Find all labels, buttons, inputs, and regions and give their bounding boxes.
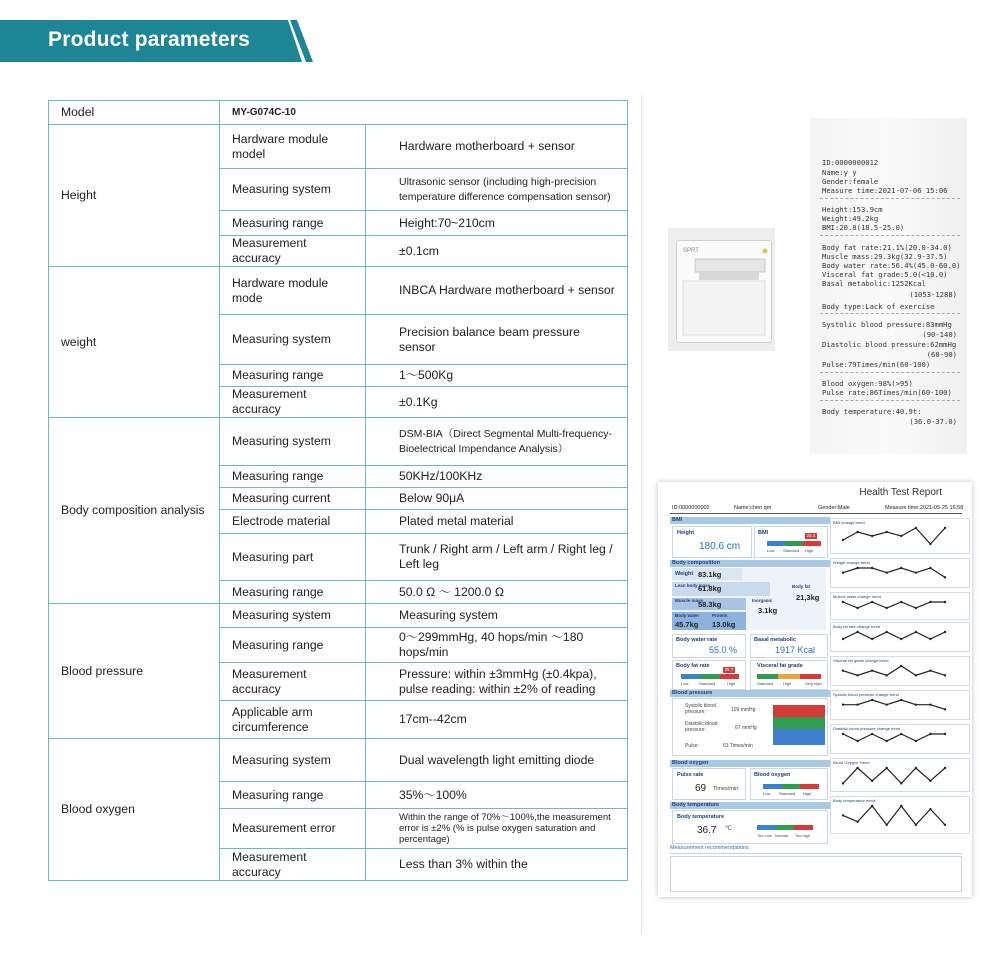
trend-point [900, 699, 902, 701]
category-cell: Height [49, 125, 220, 267]
item-cell: Measuring range [220, 211, 366, 236]
visceral-scale-very-high: Very high [805, 681, 822, 686]
section-body-temperature: Body temperature [670, 802, 830, 809]
visceral-label: Visceral fat grade [757, 663, 803, 669]
trend-point [856, 607, 858, 609]
pulse-value: 63 Times/min [723, 743, 753, 749]
report-name: Name:chen qm [734, 505, 772, 511]
item-cell: Measurement accuracy [220, 849, 366, 881]
protein-value: 13.0kg [712, 620, 736, 629]
trend-point [856, 767, 858, 769]
model-label: Model [49, 101, 220, 125]
receipt-line: Systolic blood pressure:83mmHg [822, 320, 952, 329]
receipt-line: Diastolic blood pressure:62mmHg [822, 340, 957, 349]
trend-card [830, 690, 970, 720]
item-cell: Measuring range [220, 628, 366, 663]
trend-point [944, 708, 946, 710]
trend-point [929, 567, 931, 569]
table-row [49, 267, 628, 315]
temperature-label: Body temperature [677, 814, 725, 820]
diastolic-label: Diastolic blood pressure: [685, 721, 718, 733]
visceral-scale-standard: Standard [757, 681, 774, 686]
recommendations-box [670, 856, 962, 892]
trend-point [929, 543, 931, 545]
protein-label: Protein [712, 613, 728, 618]
spec-table-body [49, 101, 628, 881]
bmi-scale-low: Low [767, 548, 775, 553]
trend-point [886, 631, 888, 633]
receipt-line: Body fat rate:21.1%(20.0-34.0) [822, 243, 952, 252]
body-water-value: 45.7kg [675, 620, 699, 629]
trend-point [886, 674, 888, 676]
bmi-scale-standard: Standard [783, 548, 800, 553]
trend-point [871, 805, 873, 807]
category-cell: Blood pressure [49, 604, 220, 739]
muscle-label: Muscle mass [675, 598, 704, 603]
trend-point [944, 576, 946, 578]
trend-line [843, 528, 945, 544]
item-cell: Measuring system [220, 169, 366, 211]
trend-title: Body fat rate change trend [833, 624, 881, 629]
blood-oxygen-card [750, 768, 828, 800]
trend-point [842, 782, 844, 784]
trend-line-chart [839, 600, 949, 618]
trend-point [871, 601, 873, 603]
temp-scale-low: Too Low [757, 833, 772, 838]
value-cell: Less than 3% within the [366, 849, 628, 881]
height-value: 180.6 cm [699, 541, 741, 552]
trend-point [871, 733, 873, 735]
receipt-separator [820, 313, 960, 314]
trend-point [929, 638, 931, 640]
item-cell: Hardware module model [220, 125, 366, 169]
trend-point [915, 703, 917, 705]
item-cell: Measuring system [220, 604, 366, 628]
trend-point [944, 527, 946, 529]
trend-point [915, 767, 917, 769]
temp-scale-normal: Normal [775, 833, 788, 838]
trend-line [843, 632, 945, 639]
water-rate-value: 55.0 % [709, 645, 738, 655]
table-row [49, 125, 628, 169]
value-cell: Measuring system [366, 604, 628, 628]
visceral-scale-bar [757, 674, 821, 679]
report-gender: Gender:Male [818, 505, 850, 511]
visceral-card [750, 660, 828, 690]
category-cell: weight [49, 267, 220, 418]
trend-column [830, 518, 970, 838]
fat-rate-badge: 25.7 [724, 667, 734, 672]
trend-point [900, 601, 902, 603]
receipt-line: BMI:20.8(18.5-25.0) [822, 223, 905, 232]
blood-oxygen-scale-bar [763, 784, 819, 789]
trend-point [871, 780, 873, 782]
trend-point [944, 631, 946, 633]
trend-point [915, 740, 917, 742]
trend-line-chart [839, 630, 949, 650]
section-body-composition: Body composition [670, 560, 830, 567]
receipt-line: Visceral fat grade:5.0(<10.0) [822, 270, 948, 279]
trend-point [915, 824, 917, 826]
blood-oxygen-label: Blood oxygen [754, 772, 791, 778]
printed-receipt [810, 118, 967, 454]
trend-line [843, 734, 945, 741]
item-cell: Measurement error [220, 809, 366, 849]
trend-card [830, 724, 970, 754]
bp-zone-chart [773, 705, 825, 745]
trend-line [843, 568, 945, 577]
trend-point [842, 733, 844, 735]
fat-rate-scale-bar [681, 674, 739, 679]
value-cell: DSM-BIA（Direct Segmental Multi-frequency-Bioelectrical Impendance Analysis） [366, 418, 628, 466]
trend-title: Diastolic blood pressure change trend [833, 726, 901, 731]
trend-point [929, 601, 931, 603]
diastolic-value: 67 mmHg [735, 725, 757, 731]
item-cell: Hardware module mode [220, 267, 366, 315]
temp-scale-high: Too high [795, 833, 811, 838]
trend-point [900, 535, 902, 537]
printer-brand: SPRT [683, 248, 699, 254]
item-cell: Measuring part [220, 534, 366, 581]
fat-rate-scale-standard: Standard [699, 681, 716, 686]
trend-point [856, 567, 858, 569]
trend-line-chart [839, 732, 949, 752]
trend-point [886, 824, 888, 826]
trend-point [944, 601, 946, 603]
value-cell: ±0.1Kg [366, 387, 628, 418]
trend-point [915, 571, 917, 573]
body-composition-chart [672, 568, 826, 630]
trend-card [830, 758, 970, 792]
trend-point [944, 733, 946, 735]
receipt-separator [820, 235, 960, 236]
trend-point [856, 531, 858, 533]
receipt-line: Pulse rate:86Times/min(60-100) [822, 388, 952, 397]
basal-value: 1917 Kcal [775, 645, 816, 655]
lean-body-value: 61.8kg [698, 584, 722, 593]
trend-line-chart [839, 804, 949, 832]
trend-title: BMI change trend [833, 520, 865, 525]
printer-drawing [677, 241, 771, 342]
value-cell: Below 90μA [366, 488, 628, 510]
pulse-rate-value: 69 [695, 783, 707, 794]
value-cell: 0～299mmHg, 40 hops/min ～180 hops/min [366, 628, 628, 663]
receipt-line: Weight:49.2kg [822, 214, 879, 223]
receipt-line: Pulse:79Times/min(60-100) [822, 360, 931, 369]
item-cell: Measuring current [220, 488, 366, 510]
report-title: Health Test Report [859, 487, 942, 498]
height-label: Height [677, 530, 695, 536]
oxygen-scale-high: High [803, 791, 812, 796]
trend-point [886, 571, 888, 573]
value-cell: Trunk / Right arm / Left arm / Right leg / Left leg [366, 534, 628, 581]
trend-title: Visceral fat grade change trend [833, 658, 889, 663]
model-value: MY-G074C-10 [220, 101, 628, 125]
trend-point [929, 808, 931, 810]
pulse-rate-unit: Times/min [713, 786, 739, 792]
value-cell: 1～500Kg [366, 365, 628, 387]
inorganic-value: 3.1kg [758, 606, 778, 615]
receipt-line: Body temperature:40.9t: [822, 407, 922, 416]
trend-point [856, 740, 858, 742]
item-cell: Measuring range [220, 581, 366, 604]
category-cell: Blood oxygen [49, 739, 220, 881]
body-fat-value: 21,3kg [796, 593, 820, 602]
column-divider [641, 95, 642, 935]
value-cell: Within the range of 70%～100%,the measurement error is ±2% (% is pulse oxygen saturation and percentage) [366, 809, 628, 849]
temperature-scale-bar [757, 825, 813, 830]
section-blood-pressure: Blood pressure [670, 690, 830, 697]
basal-card [750, 634, 828, 658]
trend-title: Weight change trend [833, 560, 870, 565]
value-cell: Pressure: within ±3mmHg (±0.4kpa), pulse reading: within ±2% of reading [366, 663, 628, 701]
report-header [670, 504, 962, 514]
receipt-line: (90-140) [922, 330, 957, 339]
trend-point [929, 669, 931, 671]
item-cell: Electrode material [220, 510, 366, 534]
trend-point [842, 814, 844, 816]
value-cell: 50.0 Ω ～ 1200.0 Ω [366, 581, 628, 604]
table-row [49, 739, 628, 782]
trend-line-chart [839, 566, 949, 586]
trend-point [842, 601, 844, 603]
systolic-value: 109 mmHg [731, 707, 756, 713]
trend-point [915, 527, 917, 529]
pulse-rate-card [672, 768, 746, 800]
section-banner [0, 20, 320, 62]
trend-point [842, 571, 844, 573]
value-cell: 35%～100% [366, 782, 628, 809]
receipt-separator [820, 400, 960, 401]
trend-point [886, 703, 888, 705]
trend-point [900, 733, 902, 735]
trend-line-chart [839, 766, 949, 790]
temperature-card [672, 810, 828, 844]
body-fat-label: Body fat [792, 584, 810, 589]
basal-label: Basal metabolic [754, 637, 796, 643]
trend-card [830, 622, 970, 652]
item-cell: Measurement accuracy [220, 387, 366, 418]
trend-point [871, 669, 873, 671]
recommendations-header: Measurement recommendations [670, 845, 962, 854]
category-cell: Body composition analysis [49, 418, 220, 604]
trend-point [929, 780, 931, 782]
section-blood-oxygen: Blood oxygen [670, 760, 830, 767]
trend-title: Body temperature trend [833, 798, 876, 803]
item-cell: Measurement accuracy [220, 236, 366, 267]
value-cell: Precision balance beam pressure sensor [366, 315, 628, 365]
weight-label: Weight [675, 571, 694, 577]
inorganic-label: Inorganic [752, 598, 773, 603]
bmi-label: BMI [758, 530, 769, 536]
fat-rate-scale-low: Low [681, 681, 689, 686]
section-bmi: BMI [670, 517, 830, 524]
trend-point [871, 535, 873, 537]
trend-line-chart [839, 526, 949, 552]
value-cell: 50KHz/100KHz [366, 466, 628, 488]
trend-point [842, 638, 844, 640]
item-cell: Measuring system [220, 418, 366, 466]
receipt-line: Measure time:2021-07-06 15:06 [822, 186, 948, 195]
value-cell: INBCA Hardware motherboard + sensor [366, 267, 628, 315]
item-cell: Measuring range [220, 466, 366, 488]
table-row [49, 604, 628, 628]
bmi-scale-bar [767, 541, 821, 546]
receipt-line: Basal metabolic:1252Kcal [822, 279, 926, 288]
trend-point [886, 607, 888, 609]
health-test-report [658, 482, 972, 897]
spec-table [48, 100, 628, 881]
bmi-badge: 25.4 [806, 533, 816, 538]
receipt-line: Muscle mass:29.3kg(32.9-37.5) [822, 252, 948, 261]
trend-point [900, 638, 902, 640]
trend-point [886, 767, 888, 769]
water-rate-card [672, 634, 746, 658]
water-rate-label: Body water rate [676, 637, 718, 643]
systolic-label: Systolic blood pressure: [685, 703, 716, 715]
trend-point [842, 539, 844, 541]
receipt-line: Name:y y [822, 168, 857, 177]
trend-point [871, 567, 873, 569]
report-measure-time: Measure time:2021-05-25 16:58 [885, 505, 964, 511]
trend-point [871, 699, 873, 701]
pulse-label: Pulse: [685, 743, 699, 749]
trend-point [856, 703, 858, 705]
trend-point [915, 631, 917, 633]
oxygen-scale-standard: Standard [779, 791, 796, 796]
trend-point [900, 567, 902, 569]
value-cell: Plated metal material [366, 510, 628, 534]
trend-point [886, 531, 888, 533]
receipt-line: (1053-1288) [909, 290, 957, 299]
item-cell: Measuring range [220, 782, 366, 809]
receipt-separator [820, 198, 960, 199]
receipt-line: Blood oxygen:98%(>95) [822, 379, 913, 388]
value-cell: Dual wavelength light emitting diode [366, 739, 628, 782]
banner-title: Product parameters [48, 28, 251, 51]
trend-card [830, 656, 970, 686]
trend-point [929, 703, 931, 705]
trend-point [856, 821, 858, 823]
receipt-line: Body type:Lack of exercise [822, 302, 935, 311]
weight-value: 83.1kg [698, 570, 722, 579]
trend-card [830, 592, 970, 620]
lean-body-label: Lean body mass [675, 583, 711, 588]
table-row [49, 101, 628, 125]
trend-line-chart [839, 698, 949, 718]
oxygen-scale-low: Low [763, 791, 771, 796]
trend-title: Muscle mass change trend [833, 594, 881, 599]
trend-point [856, 631, 858, 633]
trend-card [830, 558, 970, 588]
item-cell: Measurement accuracy [220, 663, 366, 701]
muscle-value: 58.3kg [698, 600, 722, 609]
pulse-rate-label: Pulse rate [677, 772, 704, 778]
trend-point [915, 607, 917, 609]
trend-point [929, 733, 931, 735]
fat-rate-card [672, 660, 746, 690]
item-cell: Measuring range [220, 365, 366, 387]
trend-point [915, 674, 917, 676]
trend-point [842, 703, 844, 705]
receipt-line: Body water rate:56.4%(45.0-60.0) [822, 261, 961, 270]
receipt-line: Height:153.9cm [822, 205, 883, 214]
item-cell: Measuring system [220, 739, 366, 782]
trend-point [944, 824, 946, 826]
trend-point [871, 638, 873, 640]
temperature-value: 36.7 [697, 825, 717, 836]
fat-rate-scale-high: High [727, 681, 736, 686]
value-cell: Ultrasonic sensor (including high-precision temperature difference compensation sensor) [366, 169, 628, 211]
table-row [49, 418, 628, 466]
trend-point [886, 740, 888, 742]
trend-card [830, 796, 970, 834]
receipt-line: Gender:female [822, 177, 879, 186]
trend-line-chart [839, 664, 949, 684]
receipt-line: (36.0-37.0) [909, 417, 957, 426]
trend-point [944, 767, 946, 769]
trend-title: Systolic blood pressure change trend [833, 692, 899, 697]
body-water-label: Body water [675, 613, 700, 618]
trend-point [842, 669, 844, 671]
bmi-scale-high: High [805, 548, 814, 553]
blood-pressure-card [672, 698, 828, 756]
value-cell: ±0.1cm [366, 236, 628, 267]
value-cell: 17cm--42cm [366, 701, 628, 739]
receipt-line: (60-90) [926, 350, 957, 359]
value-cell: Hardware motherboard + sensor [366, 125, 628, 169]
receipt-separator [820, 372, 960, 373]
temperature-unit: ℃ [725, 826, 732, 832]
trend-point [856, 674, 858, 676]
trend-point [900, 805, 902, 807]
trend-point [900, 782, 902, 784]
value-cell: Height:70~210cm [366, 211, 628, 236]
report-id: ID:0000000002 [672, 505, 710, 511]
visceral-scale-high: High [783, 681, 792, 686]
trend-point [944, 674, 946, 676]
bmi-card [754, 526, 828, 558]
item-cell: Applicable arm circumference [220, 701, 366, 739]
receipt-line: ID:0000000012 [822, 158, 879, 167]
trend-card [830, 518, 970, 554]
item-cell: Measuring system [220, 315, 366, 365]
height-card [672, 526, 752, 558]
receipt-printer [676, 240, 772, 343]
trend-point [900, 665, 902, 667]
trend-title: Blood Oxygen Trend [833, 760, 870, 765]
fat-rate-label: Body fat rate [676, 663, 710, 669]
